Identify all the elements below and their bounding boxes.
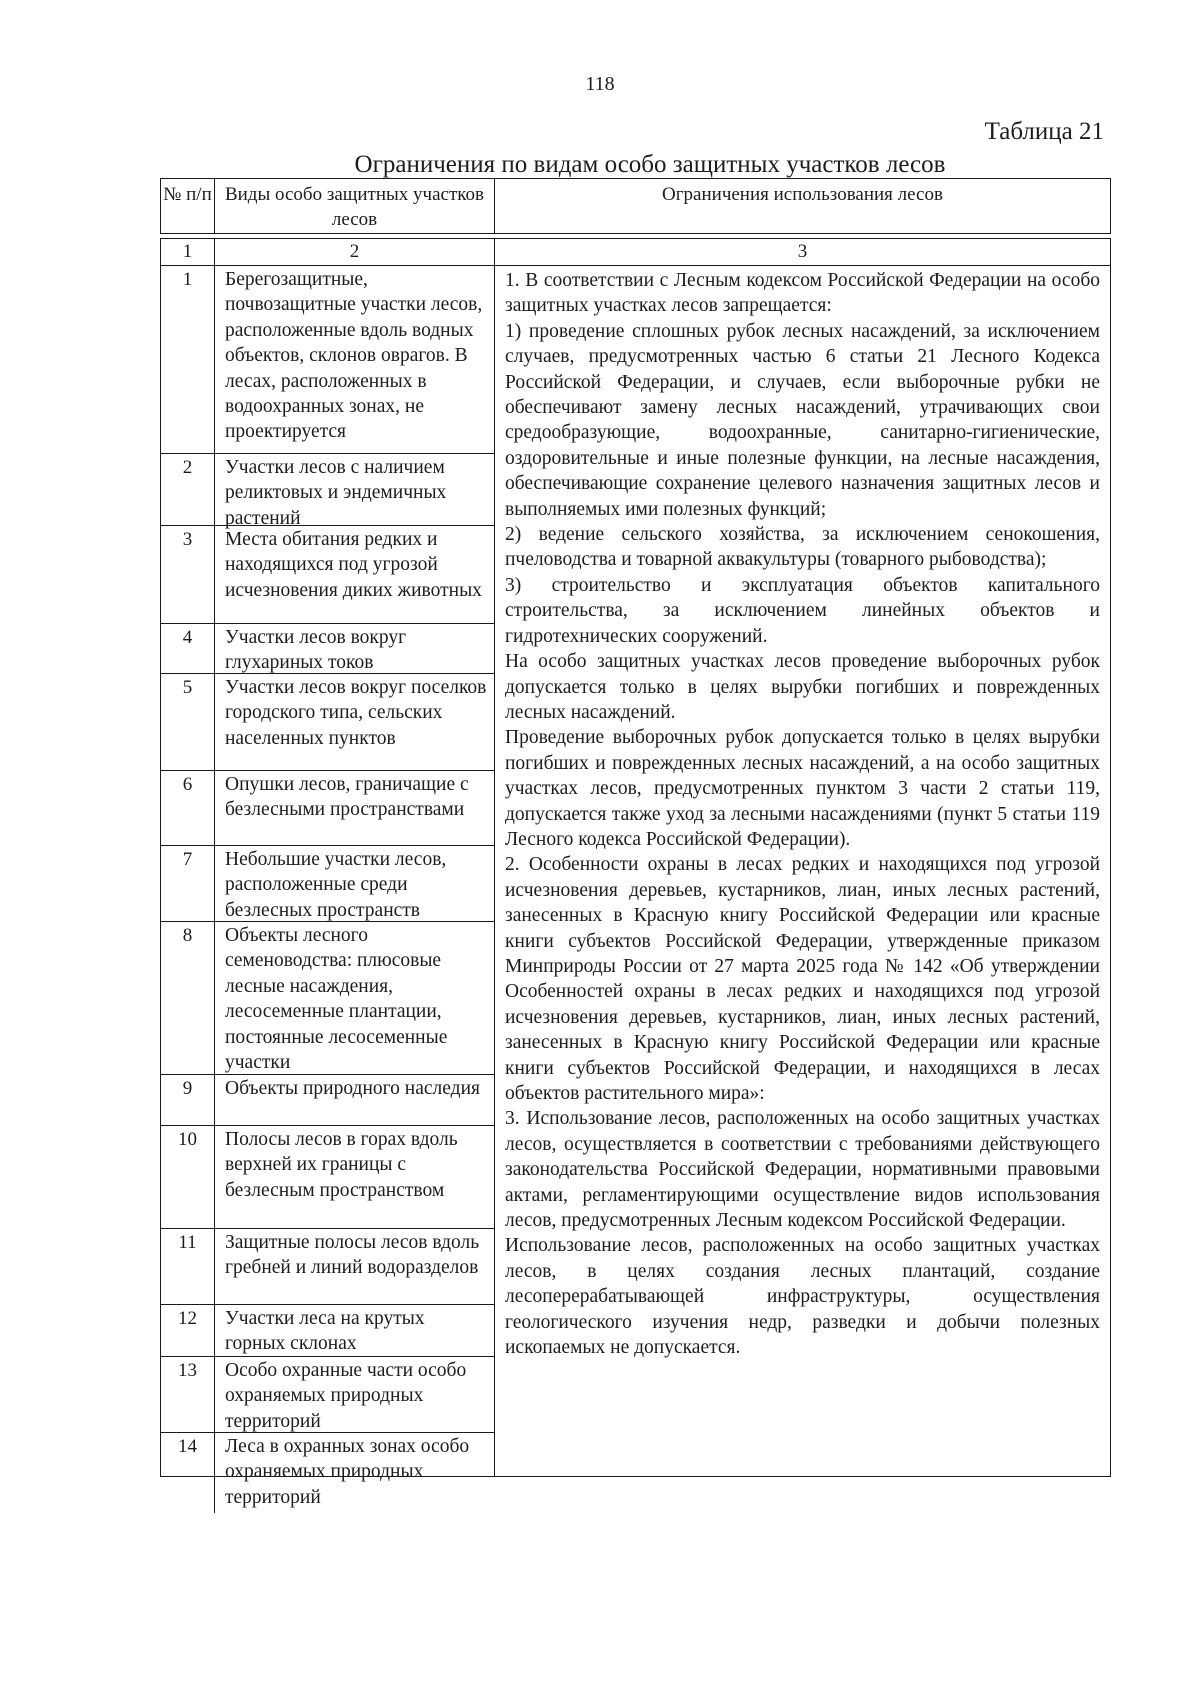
row-type: Участки лесов с наличием реликтовых и эндемичных растений bbox=[214, 454, 494, 531]
restriction-paragraph: 3. Использование лесов, расположенных на особо защитных участках лесов, осуществляется в соответствии с требованиями действующего законодательства Российской Федерации, нормативными правовыми актами, регламентирующими осуществление видов использования лесов, предусмотренных Лесным кодексом Российской Федерации. bbox=[505, 1108, 1100, 1232]
table-row bbox=[161, 1126, 494, 1229]
row-type: Места обитания редких и находящихся под угрозой исчезновения диких животных bbox=[214, 526, 494, 623]
header-restrictions: Ограничения использования лесов bbox=[494, 179, 1110, 233]
row-type: Полосы лесов в горах вдоль верхней их границы с безлесным пространством bbox=[214, 1126, 494, 1228]
row-number: 5 bbox=[182, 677, 193, 698]
header-type: Виды особо защитных участков лесов bbox=[214, 179, 494, 233]
table-row bbox=[161, 1075, 494, 1126]
row-number: 1 bbox=[182, 269, 193, 290]
header-number: № п/п bbox=[163, 184, 212, 205]
row-number: 11 bbox=[178, 1232, 197, 1253]
row-type: Объекты лесного семеноводства: плюсовые лесные насаждения, лесосеменные плантации, постоянные лесосеменные участки bbox=[214, 922, 494, 1075]
column-number-1: 1 bbox=[182, 241, 193, 262]
table-row bbox=[161, 674, 494, 771]
table-row bbox=[161, 526, 494, 624]
restriction-paragraph: 1. В соответствии с Лесным кодексом Российской Федерации на особо защитных участках лесов запрещается: bbox=[505, 270, 1100, 317]
row-type: Особо охранные части особо охраняемых природных территорий bbox=[214, 1357, 494, 1434]
column-number-row bbox=[160, 238, 1111, 266]
row-type: Объекты природного наследия bbox=[214, 1075, 494, 1125]
row-type: Защитные полосы лесов вдоль гребней и линий водоразделов bbox=[214, 1229, 494, 1304]
restriction-paragraph: 1) проведение сплошных рубок лесных насаждений, за исключением случаев, предусмотренных частью 6 статьи 21 Лесного Кодекса Российской Федерации, и случаев, если выборочные рубки не обеспечивают замену лесных насаждений, утрачивающих свои средообразующие, водоохранные, санитарно-гигиенические, оздоровительные и иные полезные функции, на лесные насаждения, обеспечивающие сохранение целевого назначения защитных лесов и выполняемых ими полезных функций; bbox=[505, 320, 1100, 520]
table-row bbox=[161, 771, 494, 846]
restriction-paragraph: Использование лесов, расположенных на особо защитных участках лесов, в целях создания лесных плантаций, создание лесоперерабатывающей инфраструктуры, осуществления геологического изучения недр, разведки и добычи полезных ископаемых не допускается. bbox=[505, 1235, 1100, 1359]
row-number: 10 bbox=[178, 1129, 197, 1150]
restrictions-cell bbox=[494, 266, 1110, 1476]
restriction-paragraph: 2. Особенности охраны в лесах редких и находящихся под угрозой исчезновения деревьев, кустарников, лиан, иных лесных растений, занесенных в Красную книгу Российской Федерации или красные книги субъектов Российской Федерации, утвержденные приказом Минприроды России от 27 марта 2025 года № 142 «Об утверждении Особенностей охраны в лесах редких и находящихся под угрозой исчезновения деревьев, кустарников, лиан, иных лесных растений, занесенных в Красную книгу Российской Федерации или красные книги субъектов Российской Федерации, и находящихся в лесах объектов растительного мира»: bbox=[505, 854, 1100, 1104]
table-title: Ограничения по видам особо защитных участков лесов bbox=[354, 151, 946, 178]
row-number: 2 bbox=[182, 457, 193, 478]
row-number: 12 bbox=[178, 1308, 197, 1329]
row-number: 6 bbox=[182, 774, 193, 795]
table-body bbox=[160, 266, 1111, 1508]
row-number: 7 bbox=[182, 849, 193, 870]
restriction-paragraph: Проведение выборочных рубок допускается только в целях вырубки погибших и поврежденных лесных насаждений, а на особо защитных участках лесов, предусмотренных пунктом 3 части 2 статьи 119, допускается также уход за лесными насаждениями (пункт 5 статьи 119 Лесного кодекса Российской Федерации). bbox=[505, 727, 1100, 850]
row-number: 4 bbox=[182, 627, 193, 648]
row-type: Берегозащитные, почвозащитные участки лесов, расположенные вдоль водных объектов, склонов оврагов. В лесах, расположенных в водоохранных зонах, не проектируется bbox=[214, 266, 494, 453]
table-row bbox=[161, 922, 494, 1075]
column-number-3: 3 bbox=[494, 239, 1110, 265]
table-header bbox=[160, 178, 1111, 234]
row-number: 13 bbox=[178, 1360, 197, 1381]
column-number-2: 2 bbox=[214, 239, 494, 265]
row-number: 8 bbox=[182, 925, 193, 946]
table-row bbox=[161, 1229, 494, 1305]
row-type: Участки лесов вокруг поселков городского типа, сельских населенных пунктов bbox=[214, 674, 494, 770]
table-row bbox=[161, 266, 494, 454]
restriction-paragraph: 3) строительство и эксплуатация объектов капитального строительства, за исключением линейных объектов и гидротехнических сооружений. bbox=[505, 574, 1100, 647]
restriction-paragraph: 2) ведение сельского хозяйства, за исключением сенокошения, пчеловодства и товарной аквакультуры (товарного рыбоводства); bbox=[505, 524, 1100, 571]
row-type: Опушки лесов, граничащие с безлесными пространствами bbox=[214, 771, 494, 845]
table-row bbox=[161, 624, 494, 674]
table-row bbox=[161, 1305, 494, 1357]
row-number: 3 bbox=[182, 529, 193, 550]
restrictions-table bbox=[160, 178, 1111, 1508]
page-number: 118 bbox=[585, 73, 615, 95]
table-row bbox=[161, 1357, 494, 1433]
protected-area-types bbox=[161, 266, 494, 1508]
row-number: 9 bbox=[182, 1078, 193, 1099]
row-type: Участки леса на крутых горных склонах bbox=[214, 1305, 494, 1357]
row-type: Леса в охранных зонах особо охраняемых природных территорий bbox=[214, 1433, 494, 1513]
row-type: Небольшие участки лесов, расположенные среди безлесных пространств bbox=[214, 846, 494, 923]
restriction-paragraph: На особо защитных участках лесов проведение выборочных рубок допускается только в целях вырубки погибших и поврежденных лесных насаждений. bbox=[505, 651, 1100, 723]
table-row bbox=[161, 454, 494, 529]
table-label: Таблица 21 bbox=[984, 118, 1104, 145]
table-row bbox=[161, 846, 494, 922]
row-number: 14 bbox=[178, 1436, 197, 1457]
row-type: Участки лесов вокруг глухариных токов bbox=[214, 624, 494, 676]
table-row bbox=[161, 1433, 494, 1513]
